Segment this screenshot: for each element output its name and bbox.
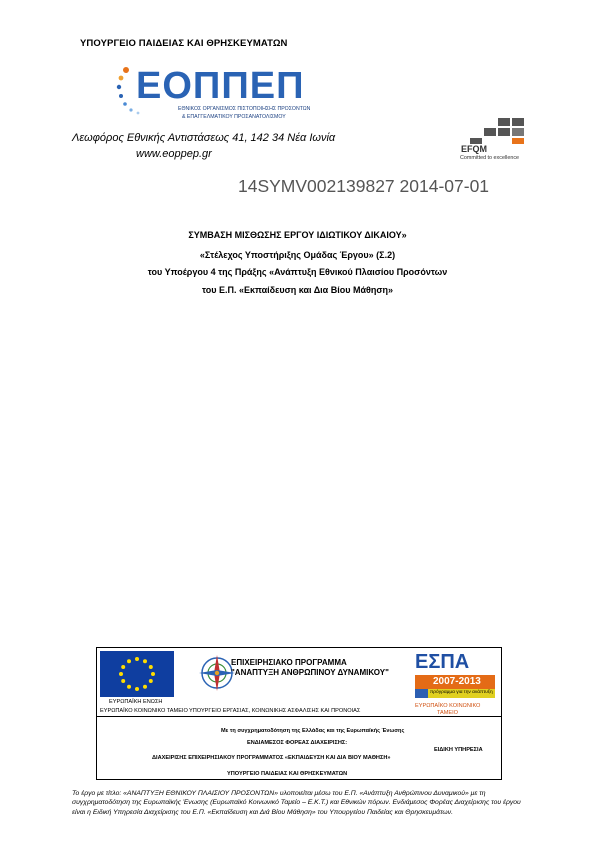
efqm-name: EFQM bbox=[461, 144, 487, 154]
cofinancing-note: Με τη συγχρηματοδότηση της Ελλάδας και της Ευρωπαϊκής Ένωσης bbox=[221, 728, 405, 734]
espa-years: 2007-2013 bbox=[433, 676, 481, 687]
efqm-squares-icon bbox=[470, 118, 524, 144]
ministry-labour: ΥΠΟΥΡΓΕΙΟ ΕΡΓΑΣΙΑΣ, ΚΟΙΝΩΝΙΚΗΣ ΑΣΦΑΛΙΣΗΣ ΚΑΙ ΠΡΟΝΟΙΑΣ bbox=[189, 708, 361, 714]
special-service: ΕΙΔΙΚΗ ΥΠΗΡΕΣΙΑ bbox=[434, 747, 483, 753]
efqm-logo bbox=[458, 112, 528, 160]
espa-slogan: πρόγραμμα για την ανάπτυξη bbox=[430, 690, 493, 695]
title-line-1: ΣΥΜΒΑΣΗ ΜΙΣΘΩΣΗΣ ΕΡΓΟΥ ΙΔΙΩΤΙΚΟΥ ΔΙΚΑΙΟΥ» bbox=[188, 230, 407, 240]
ministry-heading: ΥΠΟΥΡΓΕΙΟ ΠΑΙΔΕΙΑΣ ΚΑΙ ΘΡΗΣΚΕΥΜΑΤΩΝ bbox=[80, 38, 288, 49]
managing-authority: ΔΙΑΧΕΙΡΙΣΗΣ ΕΠΙΧΕΙΡΗΣΙΑΚΟΥ ΠΡΟΓΡΑΜΜΑΤΟΣ «ΕΚΠΑΙΔΕΥΣΗ ΚΑΙ ΔΙΑ ΒΙΟΥ ΜΑΘΗΣΗ» bbox=[152, 755, 391, 761]
title-line-2: «Στέλεχος Υποστήριξης Ομάδας Έργου» (Σ.2) bbox=[199, 250, 396, 260]
logo-abbr: ΕΟΠΠΕΠ bbox=[136, 65, 305, 107]
esf-label-1: ΕΥΡΩΠΑΪΚΟ ΚΟΙΝΩΝΙΚΟ bbox=[415, 703, 481, 709]
espa-wordmark: ΕΣΠΑ bbox=[415, 651, 470, 673]
ministry-education: ΥΠΟΥΡΓΕΙΟ ΠΑΙΔΕΙΑΣ ΚΑΙ ΘΡΗΣΚΕΥΜΑΤΩΝ bbox=[227, 771, 348, 777]
eu-label: ΕΥΡΩΠΑΪΚΗ ΕΝΩΣΗ bbox=[109, 699, 163, 705]
logo-line-1: ΕΘΝΙΚΟΣ ΟΡΓΑΝΙΣΜΟΣ ΠΙΣΤΟΠΟΙΗΣΗΣ ΠΡΟΣΟΝΤΩΝ bbox=[178, 106, 311, 112]
program-title-1: ΕΠΙΧΕΙΡΗΣΙΑΚΟ ΠΡΟΓΡΑΜΜΑ bbox=[231, 658, 347, 667]
title-line-4: του Ε.Π. «Εκπαίδευση και Δια Βίου Μάθηση» bbox=[201, 285, 394, 295]
title-line-3: του Υποέργου 4 της Πράξης «Ανάπτυξη Εθνικού Πλαισίου Προσόντων bbox=[147, 267, 448, 277]
document-code: 14SYMV002139827 2014-07-01 bbox=[238, 176, 490, 196]
eu-flag-icon bbox=[100, 651, 174, 697]
eoppep-logo bbox=[108, 60, 311, 130]
intermediate-body: ΕΝΔΙΑΜΕΣΟΣ ΦΟΡΕΑΣ ΔΙΑΧΕΙΡΙΣΗΣ: bbox=[247, 740, 348, 746]
website-link[interactable]: www.eoppep.gr bbox=[136, 148, 212, 160]
address-line: Λεωφόρος Εθνικής Αντιστάσεως 41, 142 34 Νέα Ιωνία bbox=[72, 132, 336, 144]
esf-label-2: ΤΑΜΕΙΟ bbox=[437, 710, 459, 716]
esf-label-left: ΕΥΡΩΠΑΪΚΟ ΚΟΙΝΩΝΙΚΟ ΤΑΜΕΙΟ bbox=[100, 708, 188, 714]
funding-divider bbox=[97, 716, 501, 717]
efqm-tagline: Committed to excellence bbox=[460, 155, 520, 161]
footer-note: Το έργο με τίτλο: «ΑΝΑΠΤΥΞΗ ΕΘΝΙΚΟΥ ΠΛΑΙΣΙΟΥ ΠΡΟΣΟΝΤΩΝ» υλοποιείται μέσω του Ε.Π. «Ανάπτυξη Ανθρώπινου Δυναμικού» με τη συγχρηματοδότηση της Ευρωπαϊκής Ένωσης (Ευρωπαϊκό Κοινωνικό Ταμείο – Ε.Κ.Τ.) και Εθνικών πόρων. Ενδιάμεσος Φορέας Διαχείρισης του έργου είναι η Ειδική Υπηρεσία Διαχείρισης του Ε.Π. «Εκπαίδευση και Διά Βίου Μάθηση» του Υπουργείου Παιδείας και Θρησκευμάτων. bbox=[72, 790, 521, 816]
funding-box bbox=[96, 647, 502, 780]
program-title-2: "ΑΝΑΠΤΥΞΗ ΑΝΘΡΩΠΙΝΟΥ ΔΥΝΑΜΙΚΟΥ" bbox=[231, 668, 389, 677]
logo-line-2: & ΕΠΑΓΓΕΛΜΑΤΙΚΟΥ ΠΡΟΣΑΝΑΤΟΛΙΣΜΟΥ bbox=[182, 114, 286, 120]
